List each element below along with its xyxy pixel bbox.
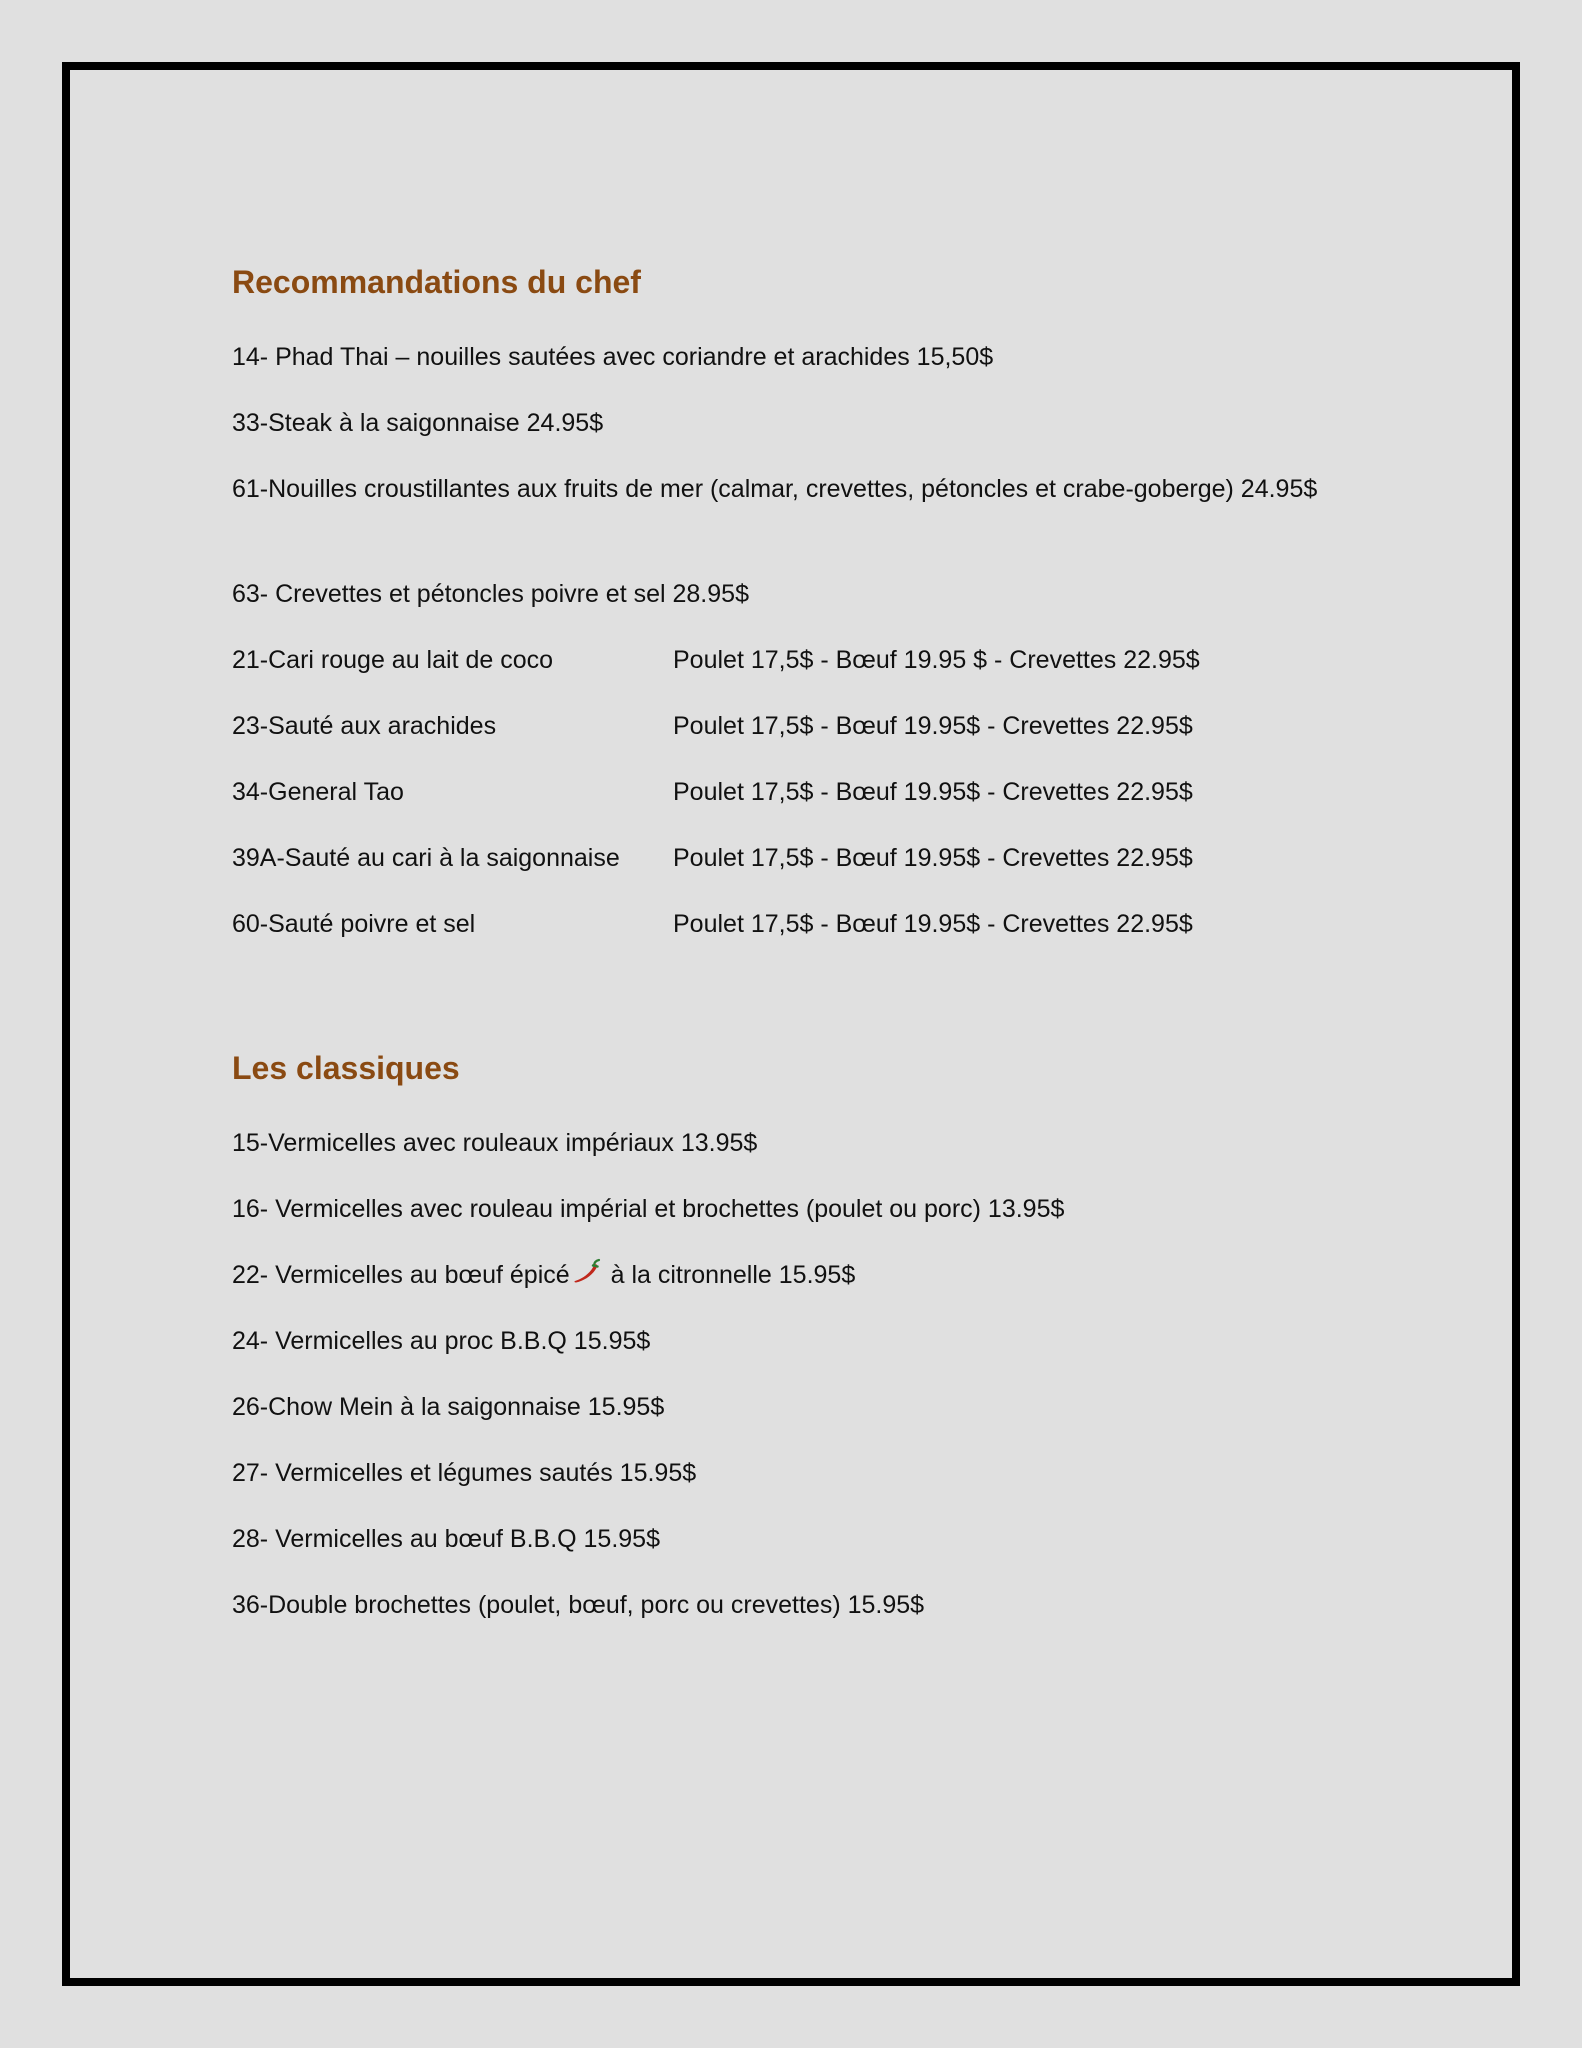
menu-item-24: 24- Vermicelles au proc B.B.Q 15.95$ [232,1327,651,1355]
menu-item-14: 14- Phad Thai – nouilles sautées avec coriandre et arachides 15,50$ [232,343,994,371]
menu-item-prices: Poulet 17,5$ - Bœuf 19.95$ - Crevettes 22.95$ [673,778,1193,806]
section-title-classics: Les classiques [232,1050,460,1086]
menu-item-name: 60-Sauté poivre et sel [232,910,476,938]
menu-item-prices: Poulet 17,5$ - Bœuf 19.95 $ - Crevettes 22.95$ [673,646,1200,674]
menu-item-prices: Poulet 17,5$ - Bœuf 19.95$ - Crevettes 22.95$ [673,844,1193,872]
menu-item-60 [232,904,1193,944]
menu-item-28: 28- Vermicelles au bœuf B.B.Q 15.95$ [232,1525,660,1553]
menu-item-22 [232,1255,855,1296]
menu-item-name: 21-Cari rouge au lait de coco [232,646,554,674]
menu-item-34 [232,772,1193,812]
menu-item-text: à la citronnelle 15.95$ [603,1261,856,1289]
menu-item-name: 39A-Sauté au cari à la saigonnaise [232,844,620,872]
menu-item-61: 61-Nouilles croustillantes aux fruits de mer (calmar, crevettes, pétoncles et crabe-goberge) 24.95$ [232,475,1318,503]
menu-item-name: 34-General Tao [232,778,404,806]
chili-pepper-icon [572,1256,602,1296]
menu-item-prices: Poulet 17,5$ - Bœuf 19.95$ - Crevettes 22.95$ [673,712,1193,740]
menu-item-16: 16- Vermicelles avec rouleau impérial et brochettes (poulet ou porc) 13.95$ [232,1195,1065,1223]
menu-item-23 [232,706,1193,746]
menu-item-26: 26-Chow Mein à la saigonnaise 15.95$ [232,1393,665,1421]
section-title-chef: Recommandations du chef [232,264,641,300]
menu-item-text: 22- Vermicelles au bœuf épicé [232,1261,570,1289]
menu-item-15: 15-Vermicelles avec rouleaux impériaux 13.95$ [232,1129,758,1157]
menu-item-39a [232,838,1193,878]
menu-item-prices: Poulet 17,5$ - Bœuf 19.95$ - Crevettes 22.95$ [673,910,1193,938]
menu-item-name: 23-Sauté aux arachides [232,712,497,740]
menu-item-33: 33-Steak à la saigonnaise 24.95$ [232,409,604,437]
menu-item-27: 27- Vermicelles et légumes sautés 15.95$ [232,1459,697,1487]
menu-item-63: 63- Crevettes et pétoncles poivre et sel 28.95$ [232,580,749,608]
menu-item-21 [232,640,1200,680]
menu-item-36: 36-Double brochettes (poulet, bœuf, porc ou crevettes) 15.95$ [232,1591,925,1619]
